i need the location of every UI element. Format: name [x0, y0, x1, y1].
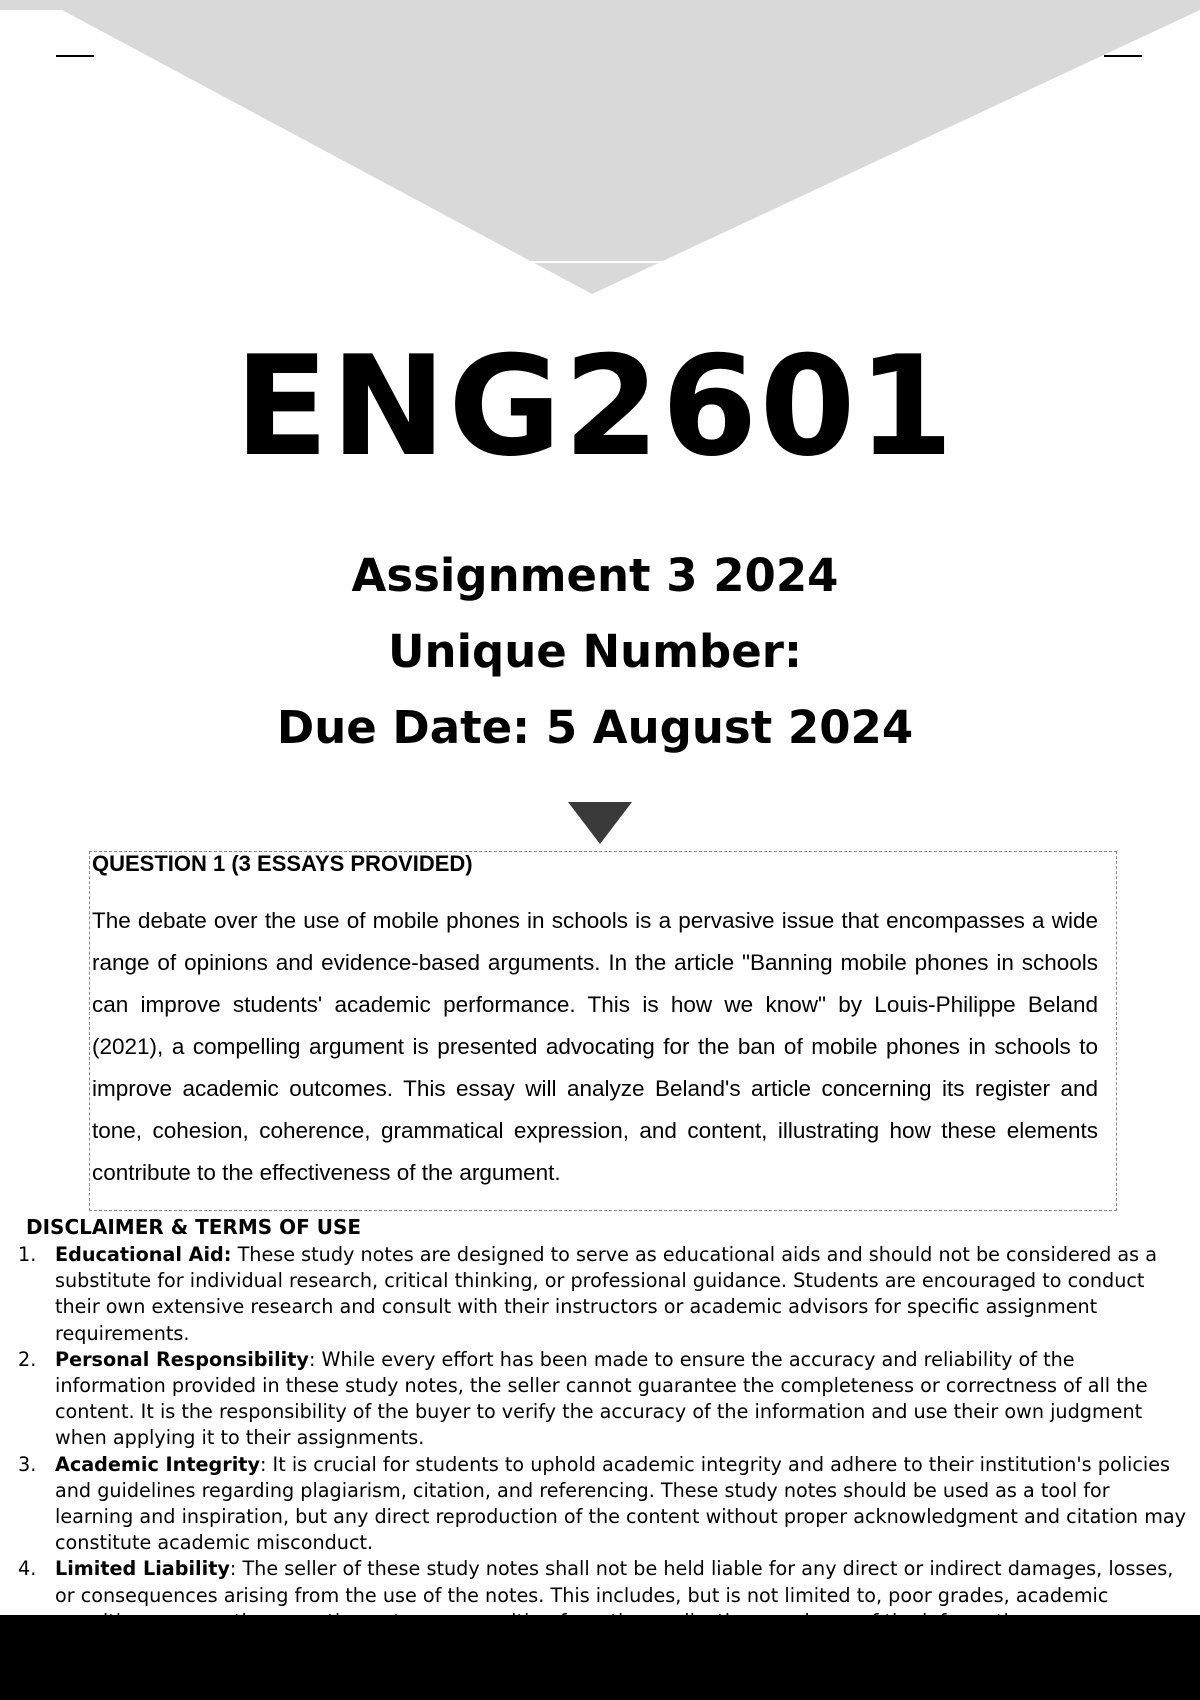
course-code-title: ENG2601	[234, 326, 956, 487]
list-number: 1.	[18, 1243, 37, 1266]
disclaimer-title: DISCLAIMER & TERMS OF USE	[26, 1215, 362, 1239]
assignment-line: Assignment 3 2024	[351, 549, 839, 602]
disclaimer-item	[18, 1242, 1186, 1347]
question-intro-paragraph: The debate over the use of mobile phones in schools is a pervasive issue that encompasses a wide range of opinions and evidence-based arguments. In the article "Banning mobile phones in schools can improve students' academic performance. This is how we know" by Louis-Philippe Beland (2021), a compelling argument is presented advocating for the ban of mobile phones in schools to improve academic outcomes. This essay will analyze Beland's article concerning its register and tone, cohesion, coherence, grammatical expression, and content, illustrating how these elements contribute to the effectiveness of the argument.	[92, 908, 1098, 1185]
list-number: 4.	[18, 1557, 37, 1581]
list-number: 3.	[18, 1452, 37, 1476]
list-number: 2.	[18, 1347, 37, 1371]
disclaimer-text: : While every effort has been made to ensure the accuracy and reliability of the information provided in these study notes, the seller cannot guarantee the completeness or correctness of all the content. It is the responsibility of the buyer to verify the accuracy of the information and use their own judgment when applying it to their assignments.	[55, 1347, 1148, 1450]
down-arrow-icon	[568, 802, 632, 844]
disclaimer-text: : It is crucial for students to uphold academic integrity and adhere to their institution's policies and guidelines regarding plagiarism, citation, and referencing. These study notes should be used as a tool for learning and inspiration, but any direct reproduction of the content without proper acknowledgment and citation may constitute academic misconduct.	[55, 1452, 1186, 1555]
corner-mark-left	[56, 55, 94, 57]
unique-number-line: Unique Number:	[388, 625, 802, 678]
corner-mark-right	[1104, 55, 1142, 57]
disclaimer-list	[18, 1242, 1186, 1635]
question-heading: QUESTION 1 (3 ESSAYS PROVIDED)	[92, 851, 473, 876]
disclaimer-item	[18, 1452, 1186, 1557]
bottom-black-bar	[0, 1615, 1200, 1700]
cover-chevron-shape	[0, 0, 1200, 300]
disclaimer-term: Personal Responsibility	[55, 1347, 309, 1371]
due-date-line: Due Date: 5 August 2024	[276, 701, 914, 754]
disclaimer-term: Academic Integrity	[55, 1452, 260, 1476]
disclaimer-text: : The seller of these study notes shall not be held liable for any direct or indirect damages, losses, or consequences arising from the use of the notes. This includes, but is not limited to, poor grades, academic	[55, 1557, 1174, 1607]
disclaimer-term: Limited Liability	[55, 1557, 230, 1581]
disclaimer-item	[18, 1347, 1186, 1452]
disclaimer-term: Educational Aid:	[55, 1243, 232, 1266]
disclaimer-text: These study notes are designed to serve as educational aids and should not be considered as a substitute for individual research, critical thinking, or professional guidance. Students are encouraged to conduct their own extensive research and consult with their instructors or academic advisors for specific assignment requirements.	[55, 1243, 1157, 1345]
